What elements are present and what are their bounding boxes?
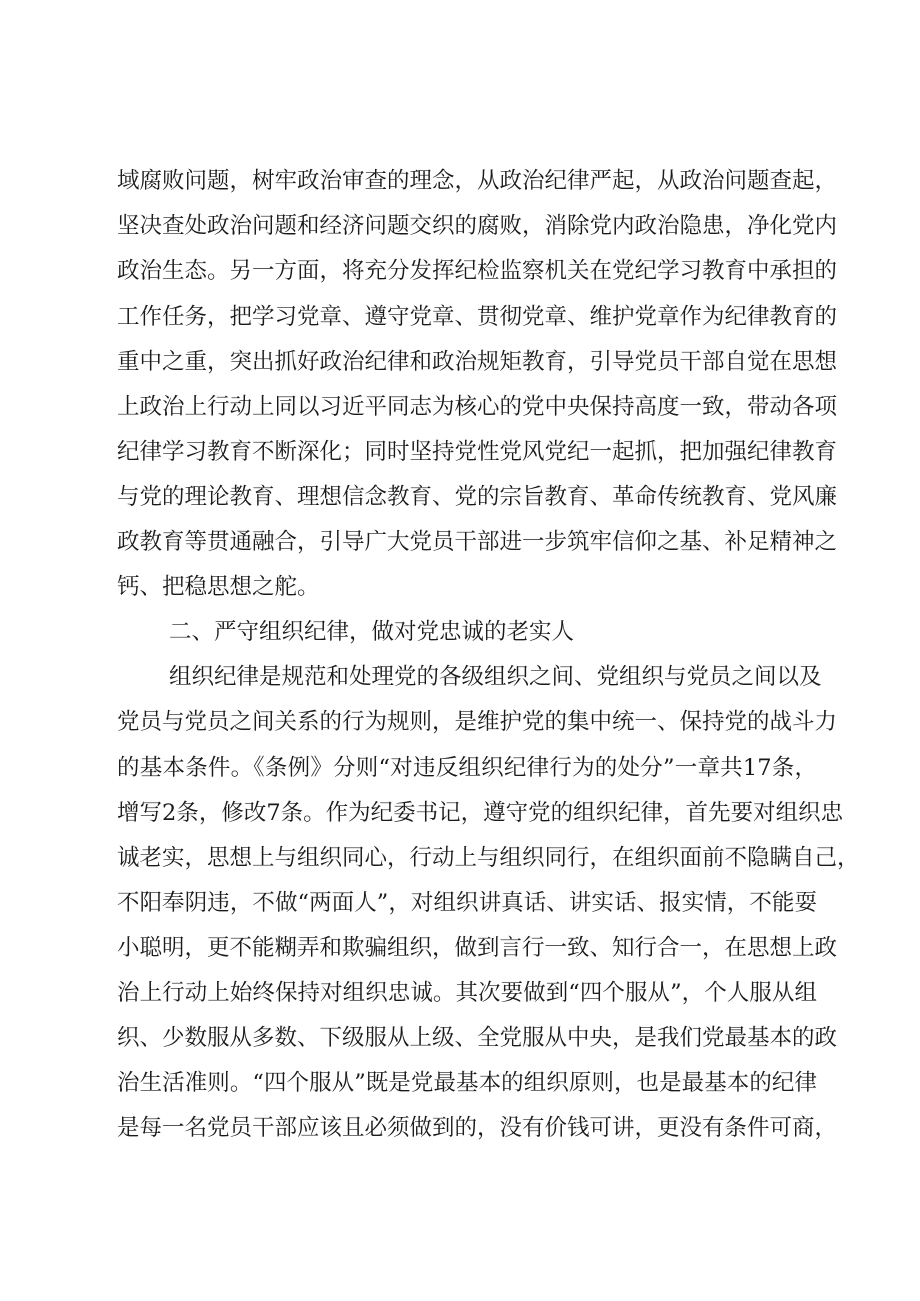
text-line: 党员与党员之间关系的行为规则，是维护党的集中统一、保持党的战斗力 [117, 709, 838, 735]
text-line: 政教育等贯通融合，引导广大党员干部进一步筑牢信仰之基、补足精神之 [117, 529, 838, 555]
text-line: 的基本条件。《条例》分则“对违反组织纪律行为的处分”一章共17条， [117, 755, 817, 781]
text-line: 坚决查处政治问题和经济问题交织的腐败，消除党内政治隐患，净化党内 [117, 213, 838, 239]
text-line: 不阳奉阴违，不做“两面人”，对组织讲真话、讲实话、报实情，不能耍 [117, 890, 817, 916]
text-line: 工作任务，把学习党章、遵守党章、贯彻党章、维护党章作为纪律教育的 [117, 304, 838, 330]
text-line: 域腐败问题，树牢政治审查的理念，从政治纪律严起，从政治问题查起， [117, 168, 838, 194]
text-line: 诚老实，思想上与组织同心，行动上与组织同行，在组织面前不隐瞒自己， [117, 845, 860, 871]
text-line: 钙、把稳思想之舵。 [117, 574, 320, 600]
text-line: 治上行动上始终保持对组织忠诚。其次要做到“四个服从”，个人服从组 [117, 980, 817, 1006]
text-line: 是每一名党员干部应该且必须做到的，没有价钱可讲，更没有条件可商， [117, 1115, 838, 1141]
text-line: 纪律学习教育不断深化；同时坚持党性党风党纪一起抓，把加强纪律教育 [117, 439, 838, 465]
text-line: 小聪明，更不能糊弄和欺骗组织，做到言行一致、知行合一，在思想上政 [117, 935, 838, 961]
text-line: 增写2条，修改7条。作为纪委书记，遵守党的组织纪律，首先要对组织忠 [117, 800, 844, 826]
text-line: 上政治上行动上同以习近平同志为核心的党中央保持高度一致，带动各项 [117, 394, 838, 420]
text-line: 重中之重，突出抓好政治纪律和政治规矩教育，引导党员干部自觉在思想 [117, 349, 838, 375]
text-line: 与党的理论教育、理想信念教育、党的宗旨教育、革命传统教育、党风廉 [117, 484, 838, 510]
section-heading: 二、严守组织纪律，做对党忠诚的老实人 [169, 619, 575, 645]
text-line: 治生活准则。“四个服从”既是党最基本的组织原则，也是最基本的纪律 [117, 1070, 817, 1096]
text-line: 织、少数服从多数、下级服从上级、全党服从中央，是我们党最基本的政 [117, 1025, 838, 1051]
text-line: 政治生态。另一方面，将充分发挥纪检监察机关在党纪学习教育中承担的 [117, 258, 838, 284]
text-line: 组织纪律是规范和处理党的各级组织之间、党组织与党员之间以及 [169, 664, 822, 690]
